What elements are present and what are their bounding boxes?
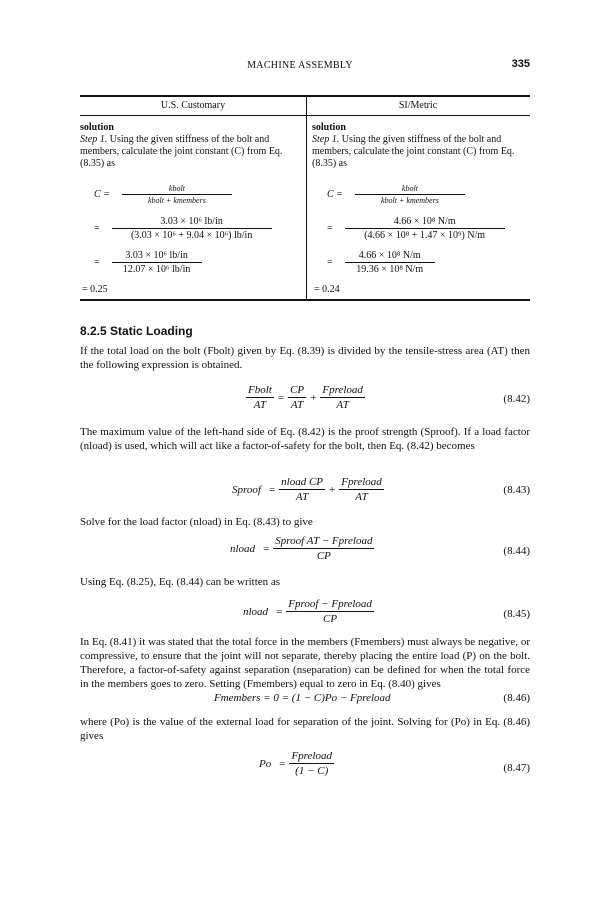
us-frac-2-num: 3.03 × 10⁶ lb/in: [160, 216, 223, 227]
table-header-rule: [80, 115, 530, 116]
us-frac-3-den: 12.07 × 10⁶ lb/in: [112, 262, 202, 275]
eq843-t2-den: AT: [339, 489, 384, 503]
eq845-frac: [286, 598, 374, 625]
si-frac-2-num: 4.66 × 10⁸ N/m: [393, 216, 456, 227]
si-solution-label: solution: [312, 122, 346, 133]
eq-number-8-42: (8.42): [503, 393, 530, 405]
equation-8-47: Po = $\frac{\text{Fpreload}}{(1 - C)}$: [259, 750, 332, 777]
si-step-label: Step 1.: [312, 134, 340, 145]
si-frac-1-den: kbolt + kmembers: [355, 194, 465, 205]
eq847-den: (1 − C): [289, 763, 334, 777]
table-column-divider: [306, 96, 307, 300]
eq843-t2-num: Fpreload: [341, 476, 382, 488]
us-solution-block: [80, 122, 300, 170]
equation-8-42: $\frac{\text{Fbolt}}{AT}$ = $\frac{CP}{AT}$ + $\frac{\text{Fpreload}}{AT}$: [248, 384, 363, 411]
si-result: = 0.24: [314, 284, 340, 295]
si-eq-3: = $\frac{\text{4.66 × 10⁸ N/m}}{\text{19.36 × 10⁸ N/m}}$: [327, 250, 435, 275]
si-c-label: C =: [327, 189, 343, 200]
equation-8-45: nload = $\frac{\text{Fproof − Fpreload}}{CP}$: [243, 598, 372, 625]
eq-number-8-44: (8.44): [503, 545, 530, 557]
eq845-den: CP: [286, 611, 374, 625]
eq842-t1-den: AT: [246, 397, 274, 411]
us-step-text: [80, 134, 300, 170]
paragraph-6: where (Po) is the value of the external load for separation of the joint. Solving for (Po) in Eq. (8.46) gives: [80, 716, 530, 742]
si-frac-3-den: 19.36 × 10⁸ N/m: [345, 262, 435, 275]
table-bottom-rule: [80, 299, 530, 301]
us-frac-2-den: (3.03 × 10⁶ + 9.04 × 10⁶) lb/in: [112, 228, 272, 241]
eq-number-8-47: (8.47): [503, 762, 530, 774]
eq842-t2-den: AT: [288, 397, 306, 411]
us-eq-3: = $\frac{\text{3.03 × 10⁶ lb/in}}{\text{12.07 × 10⁶ lb/in}}$: [94, 250, 202, 275]
si-step-body: Using the given stiffness of the bolt and members, calculate the joint constant (C) from Eq. (8.35) as: [312, 134, 515, 169]
si-frac-3-num: 4.66 × 10⁸ N/m: [358, 250, 421, 261]
eq844-num: Sproof AT − Fpreload: [275, 535, 373, 547]
table-top-rule: [80, 95, 530, 97]
si-frac-2-den: (4.66 × 10⁸ + 1.47 × 10⁹) N/m: [345, 228, 505, 241]
eq842-t3-den: AT: [320, 397, 365, 411]
us-frac-3: [112, 250, 202, 275]
eq843-t1-den: AT: [279, 489, 325, 503]
eq842-term1: [246, 384, 274, 411]
us-frac-1: [122, 184, 232, 205]
eq845-num: Fproof − Fpreload: [288, 598, 372, 610]
eq845-lhs: nload: [243, 605, 269, 618]
eq-number-8-43: (8.43): [503, 484, 530, 496]
eq844-lhs: nload: [230, 542, 256, 555]
si-frac-1: [355, 184, 465, 205]
us-frac-2: [112, 216, 272, 241]
si-frac-1-num: kbolt: [401, 184, 418, 193]
eq844-den: CP: [273, 548, 374, 562]
paragraph-1: If the total load on the bolt (Fbolt) given by Eq. (8.39) is divided by the tensile-stress area (AT) then the following expression is obtained.: [80, 345, 530, 371]
paragraph-2: The maximum value of the left-hand side of Eq. (8.42) is the proof strength (Sproof). If a load factor (nload) is used, which will act like a factor-of-safety for the bolt, then Eq. (8.42) becomes: [80, 426, 530, 452]
si-solution-block: [312, 122, 530, 170]
eq843-t1-num: nload CP: [281, 476, 324, 488]
us-eq-2: = $\frac{\text{3.03 × 10⁶ lb/in}}{\text{(3.03 × 10⁶ + 9.04 × 10⁶) lb/in}}$: [94, 216, 272, 241]
eq842-term3: [320, 384, 365, 411]
eq843-term1: [279, 476, 325, 503]
section-title: 8.2.5 Static Loading: [80, 324, 193, 338]
paragraph-3: Solve for the load factor (nload) in Eq. (8.43) to give: [80, 516, 313, 528]
paragraph-4: Using Eq. (8.25), Eq. (8.44) can be written as: [80, 576, 281, 588]
running-header-title: MACHINE ASSEMBLY: [247, 60, 353, 71]
paragraph-5: In Eq. (8.41) it was stated that the total force in the members (Fmembers) must always be negative, or compressive, to ensure that the joint will not separate, thereby placing the entire load (P) on the bolt. Therefore, a factor-of-safety against separation (nseparation) can be defined for when the total force in the members goes to zero. Setting (Fmembers) equal to zero in Eq. (8.40) gives: [80, 636, 530, 690]
equation-8-44: nload = $\frac{\text{Sproof AT − Fpreload}}{CP}$: [230, 535, 373, 562]
si-frac-3: [345, 250, 435, 275]
equation-8-43: Sproof = $\frac{\text{nload CP}}{AT}$ + $\frac{\text{Fpreload}}{AT}$: [232, 476, 382, 503]
eq842-term2: [288, 384, 306, 411]
si-step-text: [312, 134, 530, 170]
eq843-term2: [339, 476, 384, 503]
si-eq-2: = $\frac{\text{4.66 × 10⁸ N/m}}{\text{(4.66 × 10⁸ + 1.47 × 10⁹) N/m}}$: [327, 216, 505, 241]
eq-number-8-46: (8.46): [503, 692, 530, 704]
eq-number-8-45: (8.45): [503, 608, 530, 620]
eq847-num: Fpreload: [291, 750, 332, 762]
us-frac-3-num: 3.03 × 10⁶ lb/in: [125, 250, 188, 261]
us-c-label: C =: [94, 189, 110, 200]
col-heading-us: U.S. Customary: [160, 100, 226, 111]
us-solution-label: solution: [80, 122, 114, 133]
eq844-frac: [273, 535, 374, 562]
us-frac-1-den: kbolt + kmembers: [122, 194, 232, 205]
eq843-lhs: Sproof: [232, 483, 261, 496]
us-step-body: Using the given stiffness of the bolt and members, calculate the joint constant (C) from Eq. (8.35) as: [80, 134, 283, 169]
eq842-t2-num: CP: [290, 384, 305, 396]
us-frac-1-num: kbolt: [168, 184, 185, 193]
eq842-t3-num: Fpreload: [322, 384, 363, 396]
eq847-lhs: Po: [259, 757, 272, 770]
si-frac-2: [345, 216, 505, 241]
equation-8-46: Fmembers = 0 = (1 − C)Po − Fpreload: [214, 692, 391, 704]
us-eq-c: [94, 184, 232, 205]
us-result: = 0.25: [82, 284, 108, 295]
eq847-frac: [289, 750, 334, 777]
page-number: 335: [511, 58, 530, 70]
si-eq-c: [327, 184, 465, 205]
us-step-label: Step 1.: [80, 134, 108, 145]
eq842-t1-num: Fbolt: [248, 384, 272, 396]
col-heading-si: SI/Metric: [398, 100, 438, 111]
